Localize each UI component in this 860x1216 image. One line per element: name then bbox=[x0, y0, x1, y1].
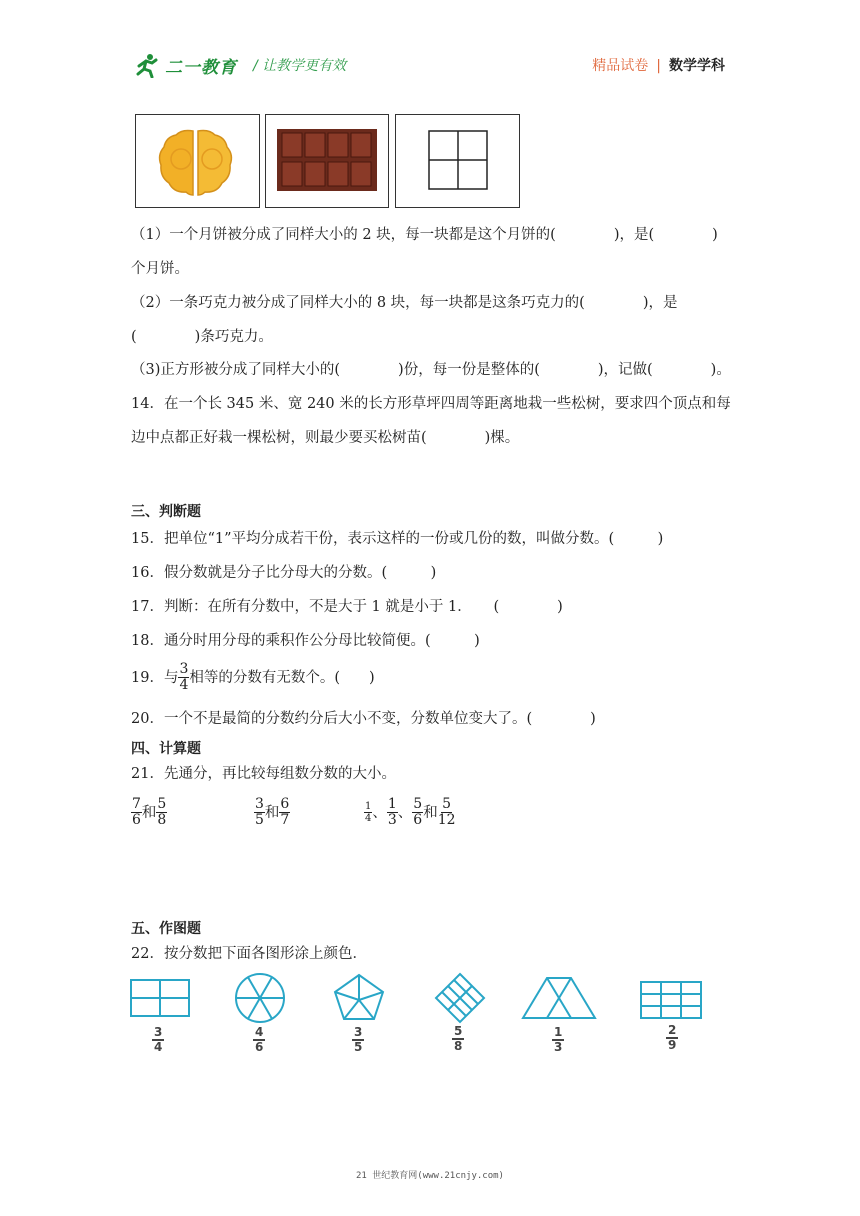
fraction bbox=[254, 797, 265, 828]
fraction bbox=[412, 797, 423, 828]
denominator: 5 bbox=[354, 1040, 363, 1054]
q15: 15．把单位“1”平均分成若干份，表示这样的一份或几份的数，叫做分数。( ) bbox=[131, 531, 664, 547]
q14-line1: 14．在一个长 345 米、宽 240 米的长方形草坪四周等距离地栽一些松树，要求四个顶点和每 bbox=[131, 396, 731, 412]
fraction bbox=[279, 797, 290, 828]
chocolate-picture bbox=[265, 114, 389, 208]
q21-group1 bbox=[131, 797, 167, 828]
numerator: 5 bbox=[442, 796, 452, 812]
triangles-shape bbox=[523, 978, 595, 1018]
fraction bbox=[178, 662, 189, 693]
shapes-row bbox=[125, 972, 710, 1024]
q19 bbox=[131, 662, 375, 693]
denominator: 12 bbox=[437, 812, 456, 828]
numerator: 5 bbox=[454, 1024, 463, 1038]
numerator: 3 bbox=[255, 796, 264, 812]
fraction bbox=[438, 797, 456, 828]
mooncake-picture bbox=[135, 114, 260, 208]
denominator: 8 bbox=[157, 812, 167, 828]
conjunction: 和 bbox=[264, 804, 280, 821]
q13-line3: （2）一条巧克力被分成了同样大小的 8 块，每一块都是这条巧克力的( )，是 bbox=[131, 295, 678, 311]
conjunction: 和 bbox=[423, 804, 438, 821]
tag-premium: 精品试卷 bbox=[592, 58, 649, 74]
numerator: 5 bbox=[413, 796, 423, 812]
numerator: 3 bbox=[179, 661, 189, 677]
pentagon-shape bbox=[335, 975, 383, 1019]
numerator: 3 bbox=[154, 1025, 163, 1039]
header-separator: | bbox=[656, 58, 661, 74]
denominator: 3 bbox=[554, 1040, 563, 1054]
q13-line4: ( )条巧克力。 bbox=[131, 329, 273, 345]
q21-group3 bbox=[364, 797, 456, 828]
section-calc-title: 四、计算题 bbox=[131, 741, 201, 757]
denominator: 8 bbox=[454, 1039, 463, 1053]
numerator: 1 bbox=[554, 1025, 563, 1039]
section-drawing-title: 五、作图题 bbox=[131, 921, 201, 937]
rectangle-shape bbox=[131, 980, 189, 1016]
fraction-label bbox=[666, 1024, 678, 1052]
fraction bbox=[156, 797, 167, 828]
slogan: / 让教学更有效 bbox=[253, 58, 347, 74]
conjunction: 和 bbox=[141, 804, 157, 821]
numerator: 6 bbox=[280, 796, 290, 812]
numerator: 5 bbox=[157, 796, 167, 812]
fraction bbox=[131, 797, 142, 828]
separator: 、 bbox=[372, 804, 387, 821]
fraction bbox=[364, 801, 372, 824]
q17: 17．判断：在所有分数中，不是大于 1 就是小于 1． ( ) bbox=[131, 599, 563, 615]
fraction-label bbox=[352, 1026, 364, 1054]
denominator: 9 bbox=[668, 1038, 677, 1052]
separator: 、 bbox=[397, 804, 413, 821]
q13-line2: 个月饼。 bbox=[131, 261, 189, 277]
denominator: 6 bbox=[255, 1040, 264, 1054]
q21-group2 bbox=[254, 797, 290, 828]
fraction-label bbox=[152, 1026, 164, 1054]
q13-line5: （3)正方形被分成了同样大小的( )份，每一份是整体的( )，记做( )。 bbox=[131, 362, 731, 378]
numerator: 1 bbox=[387, 796, 397, 812]
denominator: 4 bbox=[365, 813, 372, 824]
fraction-label bbox=[452, 1025, 464, 1053]
denominator: 6 bbox=[413, 812, 423, 828]
fraction-label bbox=[552, 1026, 564, 1054]
denominator: 4 bbox=[154, 1040, 163, 1054]
q14-line2: 边中点都正好栽一棵松树，则最少要买松树苗( )棵。 bbox=[131, 430, 520, 446]
fraction bbox=[387, 797, 398, 828]
numerator: 3 bbox=[354, 1025, 363, 1039]
denominator: 7 bbox=[280, 812, 290, 828]
diamond-grid-shape bbox=[436, 974, 484, 1022]
q19-suffix: 相等的分数有无数个。( ) bbox=[189, 669, 375, 686]
numerator: 7 bbox=[132, 796, 141, 812]
denominator: 5 bbox=[255, 812, 264, 828]
numerator: 4 bbox=[255, 1025, 264, 1039]
q13-line1: （1）一个月饼被分成了同样大小的 2 块，每一块都是这个月饼的( )，是( ) bbox=[131, 227, 718, 243]
q18: 18．通分时用分母的乘积作公分母比较简便。( ) bbox=[131, 633, 480, 649]
denominator: 3 bbox=[387, 812, 397, 828]
square-picture bbox=[395, 114, 520, 208]
q22: 22．按分数把下面各图形涂上颜色． bbox=[131, 946, 367, 962]
q19-prefix: 19．与 bbox=[131, 669, 179, 686]
tag-subject: 数学学科 bbox=[669, 58, 725, 74]
grid-rectangle-shape bbox=[641, 982, 701, 1018]
page-footer: 21 世纪教育网(www.21cnjy.com) bbox=[356, 1171, 504, 1181]
numerator: 1 bbox=[365, 801, 372, 812]
section-judgement-title: 三、判断题 bbox=[131, 504, 201, 520]
denominator: 4 bbox=[179, 677, 189, 693]
q16: 16．假分数就是分子比分母大的分数。( ) bbox=[131, 565, 437, 581]
circle-shape bbox=[236, 974, 284, 1022]
header-logo bbox=[135, 50, 346, 80]
numerator: 2 bbox=[668, 1023, 677, 1037]
q20: 20．一个不是最简的分数约分后大小不变，分数单位变大了。( ) bbox=[131, 711, 596, 727]
runner-logo-icon bbox=[135, 52, 161, 78]
logo-text: 二一教育 bbox=[165, 57, 237, 78]
q21: 21．先通分，再比较每组数分数的大小。 bbox=[131, 766, 396, 782]
denominator: 6 bbox=[132, 812, 141, 828]
fraction-label bbox=[253, 1026, 265, 1054]
header-tags bbox=[592, 55, 725, 75]
